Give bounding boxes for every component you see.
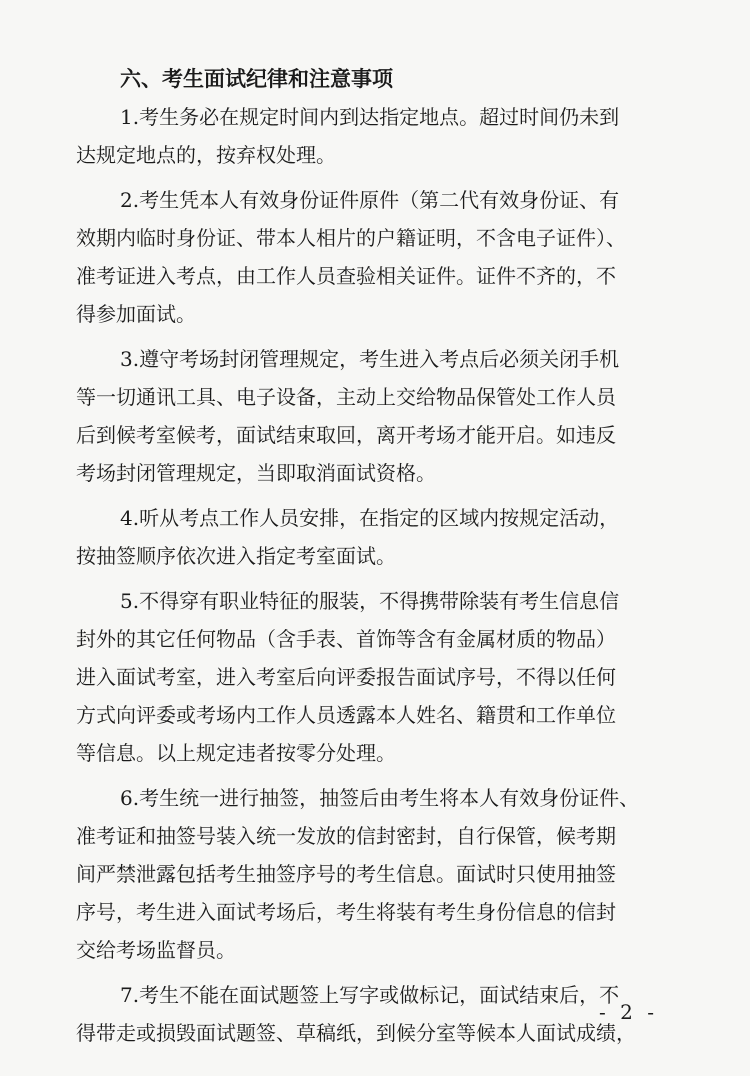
paragraph-line: 等一切通讯工具、电子设备，主动上交给物品保管处工作人员 — [76, 385, 616, 409]
paragraph-line: 方式向评委或考场内工作人员透露本人姓名、籍贯和工作单位 — [76, 703, 616, 727]
paragraph-1 — [76, 98, 680, 174]
paragraph-line: 4.听从考点工作人员安排，在指定的区域内按规定活动， — [120, 506, 620, 530]
section-heading: 六、考生面试纪律和注意事项 — [120, 67, 393, 91]
paragraph-line: 2.考生凭本人有效身份证件原件（第二代有效身份证、有 — [120, 188, 620, 212]
paragraph-line: 封外的其它任何物品（含手表、首饰等含有金属材质的物品） — [76, 627, 616, 651]
paragraph-3 — [76, 340, 680, 492]
paragraph-line: 准考证进入考点，由工作人员查验相关证件。证件不齐的，不 — [76, 264, 616, 288]
paragraph-line: 后到候考室候考，面试结束取回，离开考场才能开启。如违反 — [76, 423, 616, 447]
page-number: - 2 - — [599, 1000, 658, 1024]
paragraph-line: 达规定地点的，按弃权处理。 — [76, 143, 336, 167]
paragraph-4 — [76, 499, 680, 575]
paragraph-7 — [76, 976, 680, 1052]
paragraph-6 — [76, 779, 680, 969]
paragraph-line: 6.考生统一进行抽签，抽签后由考生将本人有效身份证件、 — [120, 786, 640, 810]
paragraph-line: 间严禁泄露包括考生抽签序号的考生信息。面试时只使用抽签 — [76, 862, 616, 886]
paragraph-line: 3.遵守考场封闭管理规定，考生进入考点后必须关闭手机 — [120, 347, 620, 371]
paragraph-line: 考场封闭管理规定，当即取消面试资格。 — [76, 461, 436, 485]
document-body — [76, 98, 680, 1052]
paragraph-line: 1.考生务必在规定时间内到达指定地点。超过时间仍未到 — [120, 105, 620, 129]
paragraph-line: 交给考场监督员。 — [76, 938, 236, 962]
paragraph-line: 序号，考生进入面试考场后，考生将装有考生身份信息的信封 — [76, 900, 616, 924]
paragraph-line: 效期内临时身份证、带本人相片的户籍证明，不含电子证件）、 — [76, 226, 626, 250]
paragraph-line: 7.考生不能在面试题签上写字或做标记，面试结束后，不 — [120, 983, 620, 1007]
paragraph-5 — [76, 582, 680, 772]
paragraph-line: 5.不得穿有职业特征的服装，不得携带除装有考生信息信 — [120, 589, 620, 613]
paragraph-line: 进入面试考室，进入考室后向评委报告面试序号，不得以任何 — [76, 665, 616, 689]
paragraph-line: 等信息。以上规定违者按零分处理。 — [76, 741, 396, 765]
paragraph-2 — [76, 181, 680, 333]
paragraph-line: 按抽签顺序依次进入指定考室面试。 — [76, 544, 396, 568]
paragraph-line: 得带走或损毁面试题签、草稿纸，到候分室等候本人面试成绩， — [76, 1021, 636, 1045]
paragraph-line: 准考证和抽签号装入统一发放的信封密封，自行保管，候考期 — [76, 824, 616, 848]
paragraph-line: 得参加面试。 — [76, 302, 196, 326]
